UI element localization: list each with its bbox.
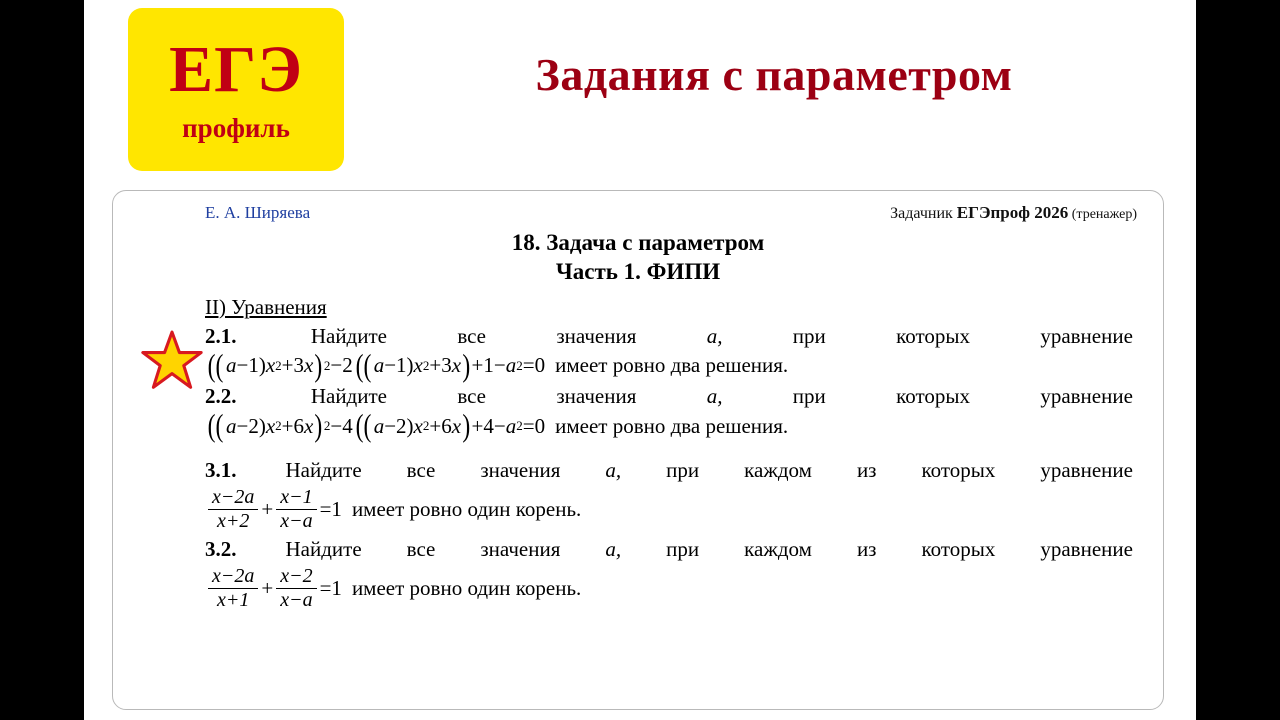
section-heading-label: II) Уравнения (205, 294, 327, 319)
task-word: Найдите (310, 323, 387, 348)
task-param: a, (605, 458, 622, 483)
formula-tail: +4− (471, 413, 506, 438)
formula-equals: =1 (319, 497, 342, 522)
formula-close-paren: ) (314, 347, 323, 383)
fraction-second (276, 486, 316, 533)
formula-x: x (304, 353, 314, 378)
formula-x: x (304, 413, 314, 438)
ege-badge-sub-label: профиль (182, 113, 290, 143)
formula-exponent: 2 (516, 357, 523, 373)
formula-x: x (413, 413, 423, 438)
formula-x: x (265, 413, 276, 438)
formula-coeff: −2 (330, 353, 353, 378)
task-formula (205, 407, 1133, 443)
task-formula (205, 565, 1133, 612)
task-text-line (205, 384, 1133, 409)
formula-a: a (225, 413, 237, 438)
formula-const: −1 (236, 353, 259, 378)
formula-close-paren: ) (314, 407, 323, 443)
formula-outer-exponent: 2 (323, 357, 331, 373)
formula-plus-term: +3 (429, 353, 452, 378)
task-after-text: имеет ровно один корень. (351, 497, 582, 522)
task-after-text: имеет ровно два решения. (555, 353, 789, 378)
task-item (205, 383, 1133, 443)
section-heading (139, 295, 1137, 320)
task-number: 3.2. (205, 537, 237, 562)
task-word: которых (896, 383, 970, 408)
task-word: все (406, 458, 436, 483)
formula-exponent: 2 (422, 418, 430, 434)
formula-a: a (225, 353, 237, 378)
formula-x: x (265, 353, 276, 378)
slide-header (84, 0, 1196, 186)
task-word: каждом (744, 537, 812, 562)
book-suffix: (тренажер) (1068, 207, 1137, 222)
formula-x: x (451, 353, 462, 378)
task-word: значения (556, 383, 637, 408)
formula-close-paren: ) (406, 413, 414, 438)
star-icon (141, 330, 203, 390)
document-title-line1: 18. Задача с параметром (511, 230, 765, 255)
section-spacer (205, 440, 1133, 454)
worksheet-card (112, 190, 1164, 710)
fraction-denominator: x+2 (208, 509, 258, 533)
formula-plus-term: +6 (429, 413, 452, 438)
task-word: из (856, 458, 877, 483)
task-item (205, 537, 1133, 612)
task-word: уравнение (1040, 458, 1133, 483)
task-word: уравнение (1040, 537, 1133, 562)
slide-canvas (84, 0, 1196, 720)
formula-equals: =1 (319, 576, 342, 601)
task-word: все (457, 383, 487, 408)
task-after-text: имеет ровно два решения. (555, 413, 789, 438)
formula-equals: =0 (522, 353, 546, 378)
task-word: значения (556, 323, 637, 348)
formula-const: −2 (236, 413, 259, 438)
formula-a: a (505, 353, 517, 378)
author-label: Е. А. Ширяева (205, 203, 311, 222)
fraction-second (276, 565, 316, 612)
formula-close-paren: ) (462, 407, 471, 443)
page-title: Задания с параметром (535, 49, 1013, 100)
formula-outer-exponent: 2 (323, 418, 331, 434)
task-word: которых (921, 537, 996, 562)
task-word: значения (480, 458, 561, 483)
tasks-area (139, 324, 1137, 613)
task-word: уравнение (1040, 323, 1133, 348)
task-item (205, 458, 1133, 533)
formula-exponent: 2 (275, 418, 282, 434)
task-word: при (792, 383, 826, 408)
task-word: из (856, 537, 877, 562)
fraction-first (208, 486, 258, 533)
book-name: ЕГЭпроф 2026 (956, 203, 1069, 222)
document-title (139, 229, 1137, 287)
fraction-operator: + (261, 497, 274, 522)
formula-open-paren: (( (355, 347, 372, 383)
fraction-denominator: x−a (276, 509, 316, 533)
formula-exponent: 2 (422, 357, 430, 373)
task-word: которых (896, 323, 970, 348)
task-word: Найдите (310, 383, 387, 408)
formula-exponent: 2 (275, 357, 282, 373)
task-word: значения (480, 537, 561, 562)
task-word: каждом (744, 458, 812, 483)
fraction-numerator: x−1 (280, 486, 313, 509)
task-number: 2.1. (205, 323, 237, 348)
document-title-line2: Часть 1. ФИПИ (555, 258, 721, 284)
formula-close-paren: ) (258, 413, 266, 438)
task-word: уравнение (1040, 383, 1133, 408)
book-prefix: Задачник (890, 205, 957, 222)
task-text-line (205, 537, 1133, 562)
formula-const: −2 (384, 413, 407, 438)
task-word: при (666, 458, 700, 483)
fraction-denominator: x+1 (208, 588, 258, 612)
book-reference (890, 203, 1137, 223)
formula-close-paren: ) (406, 353, 414, 378)
formula-a: a (373, 353, 385, 378)
task-word: все (457, 323, 487, 348)
formula-open-paren: (( (355, 407, 372, 443)
task-word: при (792, 323, 826, 348)
formula-const: −1 (384, 353, 407, 378)
formula-plus-term: +6 (281, 413, 305, 438)
formula-open-paren: (( (207, 347, 224, 383)
formula-x: x (413, 353, 423, 378)
formula-a: a (373, 413, 385, 438)
formula-x: x (451, 413, 462, 438)
task-param: a, (706, 383, 723, 408)
worksheet-meta-row (139, 203, 1137, 223)
task-number: 2.2. (205, 383, 237, 408)
formula-open-paren: (( (207, 407, 224, 443)
task-word: все (406, 537, 436, 562)
formula-close-paren: ) (258, 353, 266, 378)
formula-coeff: −4 (330, 413, 353, 438)
task-after-text: имеет ровно один корень. (351, 576, 582, 601)
formula-equals: =0 (522, 413, 546, 438)
task-number: 3.1. (205, 458, 237, 483)
fraction-denominator: x−a (276, 588, 316, 612)
task-word: которых (921, 458, 996, 483)
fraction-first (208, 565, 258, 612)
task-word: при (666, 537, 700, 562)
formula-tail: +1− (471, 353, 506, 378)
formula-plus-term: +3 (281, 353, 305, 378)
task-word: Найдите (285, 458, 362, 483)
task-word: Найдите (285, 537, 362, 562)
fraction-numerator: x−2a (212, 486, 255, 509)
task-formula (205, 486, 1133, 533)
task-item (205, 323, 1133, 383)
formula-exponent: 2 (516, 418, 523, 434)
task-text-line (205, 324, 1133, 349)
task-param: a, (706, 323, 723, 348)
formula-a: a (505, 413, 517, 438)
fraction-numerator: x−2a (212, 565, 255, 588)
task-param: a, (605, 537, 622, 562)
ege-badge-main-label: ЕГЭ (169, 33, 303, 106)
ege-badge (128, 8, 344, 171)
task-formula (205, 347, 1133, 383)
fraction-operator: + (261, 576, 274, 601)
task-text-line (205, 458, 1133, 483)
fraction-numerator: x−2 (280, 565, 313, 588)
formula-close-paren: ) (462, 347, 471, 383)
